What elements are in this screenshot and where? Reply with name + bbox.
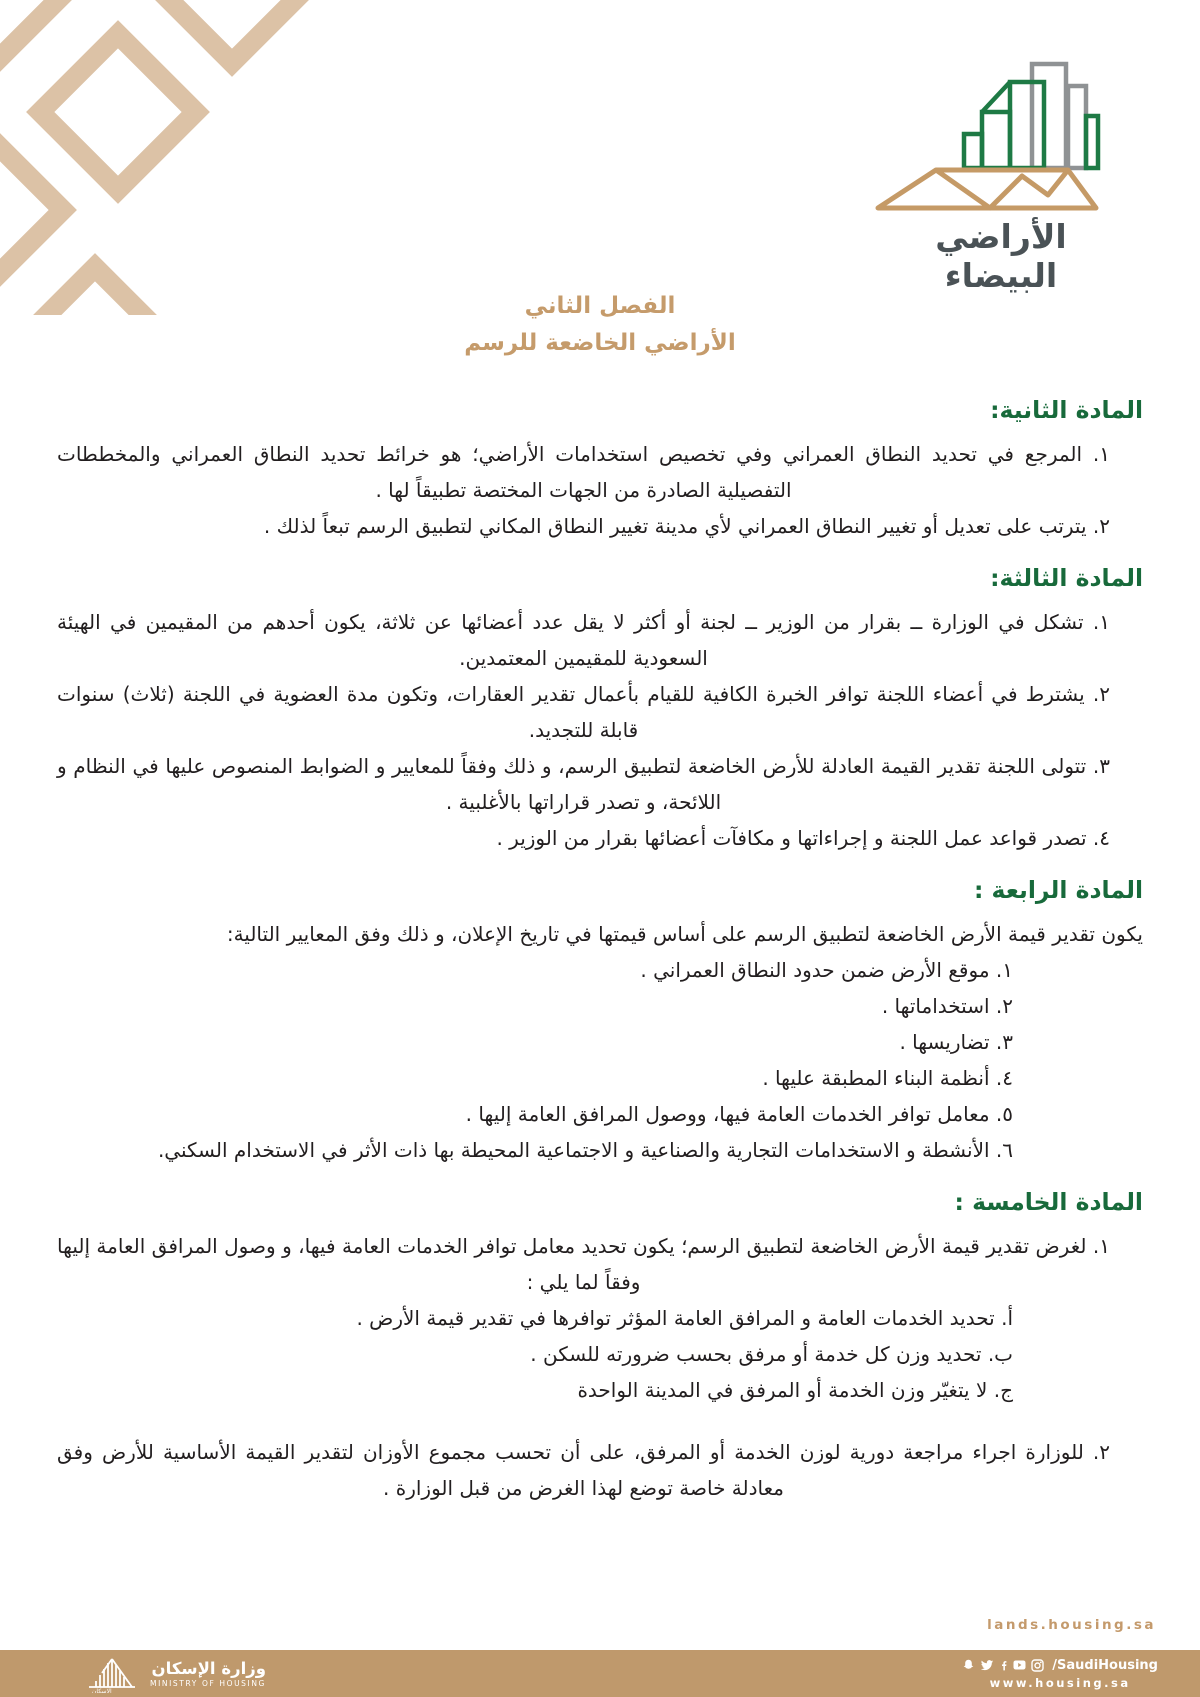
article-4-item-6: ٦. الأنشطة و الاستخدامات التجارية والصناعية و الاجتماعية المحيطة بها ذات الأثر في الاستخدام السكني. bbox=[157, 1138, 1013, 1162]
ministry-name bbox=[150, 1659, 266, 1689]
ministry-logo bbox=[88, 1655, 266, 1693]
article-5-subitem-c: ج. لا يتغيّر وزن الخدمة أو المرفق في المدينة الواحدة bbox=[577, 1378, 1013, 1402]
twitter-icon bbox=[980, 1660, 994, 1671]
chapter-subtitle: الأراضي الخاضعة للرسم bbox=[464, 330, 736, 356]
article-4-item-2: ٢. استخداماتها . bbox=[881, 994, 1013, 1018]
article-3-item-3: ٣. تتولى اللجنة تقدير القيمة العادلة للأرض الخاضعة لتطبيق الرسم، و ذلك وفقاً للمعايير و الضوابط المنصوص عليها في النظام و اللائحة، و تصدر قراراتها بالأغلبية . bbox=[57, 754, 1110, 814]
lands-url: lands.housing.sa bbox=[987, 1617, 1156, 1633]
article-5-item-2: ٢. للوزارة اجراء مراجعة دورية لوزن الخدمة أو المرفق، على أن تحسب مجموع الأوزان لتقدير القيمة الأساسية للأرض وفق معادلة خاصة توضع لهذا الغرض من قبل الوزارة . bbox=[57, 1440, 1110, 1500]
ministry-logo-icon bbox=[88, 1655, 136, 1693]
article-4-intro: يكون تقدير قيمة الأرض الخاضعة لتطبيق الرسم على أساس قيمتها في تاريخ الإعلان، و ذلك وفق المعايير التالية: bbox=[226, 922, 1143, 946]
footer-bar bbox=[0, 1650, 1200, 1697]
ministry-name-ar: وزارة الإسكان bbox=[151, 1659, 266, 1678]
article-3-heading: المادة الثالثة: bbox=[990, 564, 1143, 592]
article-5-subitem-a: أ. تحديد الخدمات العامة و المرافق العامة المؤثر توافرها في تقدير قيمة الأرض . bbox=[356, 1306, 1013, 1330]
youtube-icon bbox=[1013, 1659, 1026, 1671]
article-4-item-4: ٤. أنظمة البناء المطبقة عليها . bbox=[762, 1066, 1013, 1090]
social-block bbox=[962, 1656, 1158, 1690]
article-3-item-1: ١. تشكل في الوزارة ــ بقرار من الوزير ــ لجنة أو أكثر لا يقل عدد أعضائها عن ثلاثة، يكون أحدهم من المقيمين في الهيئة السعودية للمقيمين المعتمدين. bbox=[57, 610, 1110, 670]
white-lands-brand-name: الأراضي البيضاء bbox=[935, 217, 1067, 295]
article-5-subitem-b: ب. تحديد وزن كل خدمة أو مرفق بحسب ضرورته للسكن . bbox=[530, 1342, 1013, 1366]
article-2-item-1: ١. المرجع في تحديد النطاق العمراني وفي تخصيص استخدامات الأراضي؛ هو خرائط تحديد النطاق العمراني والمخططات التفصيلية الصادرة من الجهات المختصة تطبيقاً لها . bbox=[57, 442, 1110, 502]
article-5-heading: المادة الخامسة : bbox=[954, 1188, 1143, 1216]
svg-text:الاسكان: الاسكان bbox=[92, 1688, 112, 1693]
facebook-icon bbox=[999, 1659, 1008, 1672]
article-4-item-1: ١. موقع الأرض ضمن حدود النطاق العمراني . bbox=[640, 958, 1013, 982]
snapchat-icon bbox=[962, 1659, 975, 1672]
social-row bbox=[962, 1656, 1158, 1674]
ministry-name-en: MINISTRY OF HOUSING bbox=[150, 1679, 266, 1688]
article-2-heading: المادة الثانية: bbox=[990, 396, 1143, 424]
chapter-title: الفصل الثاني bbox=[524, 293, 676, 319]
article-4-item-5: ٥. معامل توافر الخدمات العامة فيها، ووصول المرافق العامة إليها . bbox=[465, 1102, 1013, 1126]
article-5-item-1: ١. لغرض تقدير قيمة الأرض الخاضعة لتطبيق الرسم؛ يكون تحديد معامل توافر الخدمات العامة فيها، و وصول المرافق العامة إليها وفقاً لما يلي : bbox=[57, 1234, 1110, 1294]
website-url: www.housing.sa bbox=[989, 1676, 1131, 1690]
article-2-item-2: ٢. يترتب على تعديل أو تغيير النطاق العمراني لأي مدينة تغيير النطاق المكاني لتطبيق الرسم تبعاً لذلك . bbox=[263, 514, 1110, 538]
article-3-item-2: ٢. يشترط في أعضاء اللجنة توافر الخبرة الكافية للقيام بأعمال تقدير العقارات، وتكون مدة العضوية في اللجنة (ثلاث) سنوات قابلة للتجديد. bbox=[57, 682, 1110, 742]
article-4-heading: المادة الرابعة : bbox=[973, 876, 1143, 904]
article-4-item-3: ٣. تضاريسها . bbox=[899, 1030, 1013, 1054]
instagram-icon bbox=[1031, 1659, 1044, 1672]
article-3-item-4: ٤. تصدر قواعد عمل اللجنة و إجراءاتها و مكافآت أعضائها بقرار من الوزير . bbox=[496, 826, 1110, 850]
social-handle: /SaudiHousing bbox=[1052, 1657, 1158, 1673]
chapter-block bbox=[57, 0, 1143, 362]
